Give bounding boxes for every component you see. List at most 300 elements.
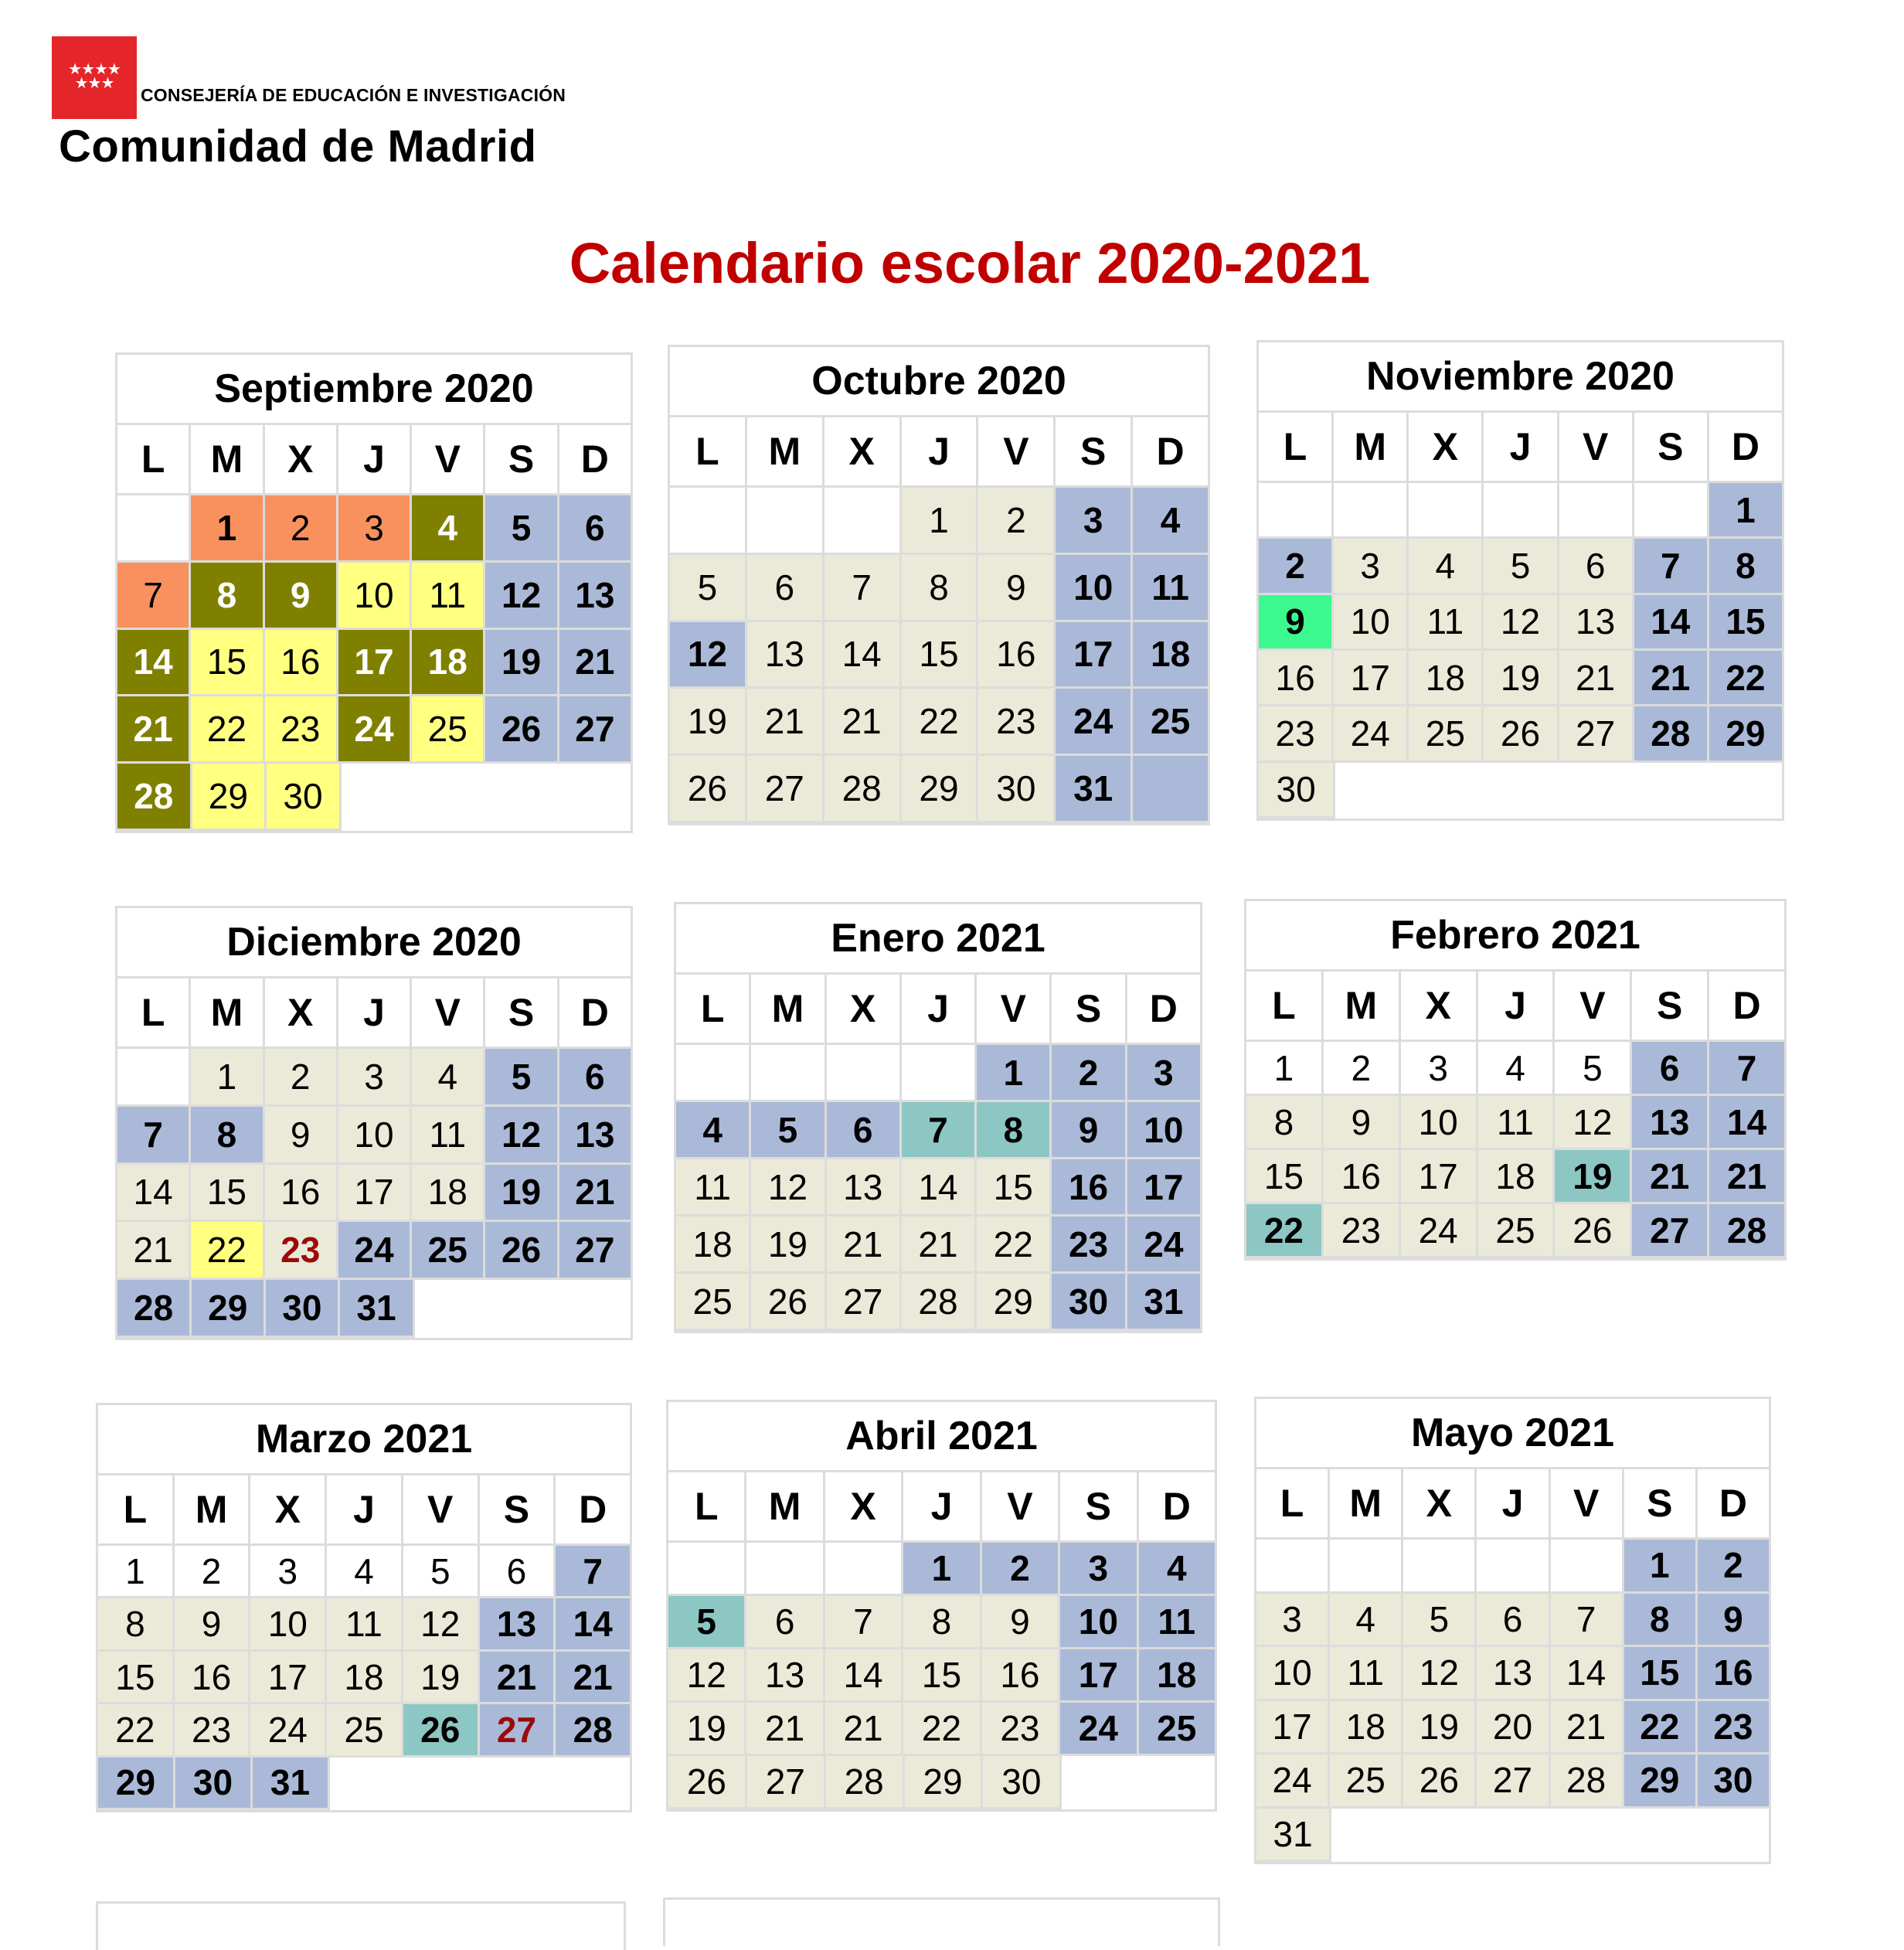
- day-cell: 8: [191, 1107, 264, 1165]
- day-cell: 22: [902, 689, 979, 756]
- day-cell: 30: [267, 764, 342, 831]
- day-cell: 23: [1052, 1217, 1127, 1274]
- day-cell: 17: [250, 1652, 327, 1704]
- day-cell: 8: [1624, 1594, 1698, 1648]
- week-row: [1259, 595, 1782, 651]
- day-cell: 21: [480, 1652, 556, 1704]
- weekday-label: X: [1409, 413, 1484, 481]
- weekday-header: [668, 1472, 1215, 1543]
- day-cell: 25: [412, 1222, 485, 1280]
- department-name: CONSEJERÍA DE EDUCACIÓN E INVESTIGACIÓN: [141, 85, 566, 105]
- day-cell: 17: [1401, 1150, 1478, 1204]
- empty-cell: [1708, 763, 1782, 818]
- week-row: [117, 1280, 631, 1338]
- empty-cell: [1477, 1540, 1550, 1594]
- day-cell: 7: [1551, 1594, 1624, 1648]
- day-cell: 22: [1709, 651, 1782, 706]
- month-title: Octubre 2020: [670, 347, 1208, 417]
- day-cell: 29: [1709, 706, 1782, 762]
- weekday-label: J: [902, 975, 977, 1043]
- day-cell: 16: [175, 1652, 251, 1704]
- week-row: [676, 1102, 1200, 1159]
- weekday-label: X: [827, 975, 902, 1043]
- day-cell: 23: [175, 1704, 251, 1757]
- day-cell: 21: [117, 1222, 191, 1280]
- week-row: [1259, 763, 1782, 818]
- day-cell: 17: [1256, 1701, 1330, 1755]
- month-title: Enero 2021: [676, 904, 1200, 975]
- day-cell: 11: [1478, 1096, 1556, 1150]
- weekday-label: J: [1478, 972, 1556, 1040]
- day-cell: 2: [175, 1546, 251, 1598]
- week-row: [1259, 651, 1782, 706]
- weekday-label: V: [1551, 1469, 1624, 1537]
- weekday-header: [670, 417, 1208, 488]
- day-cell: 12: [1484, 595, 1559, 651]
- week-row: [1256, 1701, 1769, 1755]
- week-row: [670, 555, 1208, 622]
- day-cell: 17: [1060, 1649, 1138, 1703]
- day-cell: 3: [1060, 1543, 1138, 1596]
- day-cell: 6: [1477, 1594, 1550, 1648]
- day-cell: 5: [485, 495, 559, 563]
- day-cell: 12: [670, 622, 747, 689]
- weekday-label: V: [412, 425, 485, 493]
- day-cell: 21: [1559, 651, 1634, 706]
- day-cell: 15: [1246, 1150, 1324, 1204]
- week-row: [1256, 1540, 1769, 1594]
- day-cell: 10: [1334, 595, 1409, 651]
- day-cell: 27: [480, 1704, 556, 1757]
- day-cell: 1: [191, 495, 264, 563]
- empty-cell: [1551, 1540, 1624, 1594]
- empty-cell: [1559, 483, 1634, 539]
- empty-cell: [1133, 756, 1208, 823]
- weekday-label: M: [191, 425, 264, 493]
- empty-cell: [413, 764, 486, 831]
- weekday-label: M: [746, 1472, 824, 1540]
- day-cell: 30: [978, 756, 1056, 823]
- day-cell: 26: [751, 1274, 826, 1331]
- day-cell: 31: [340, 1280, 414, 1338]
- day-cell: 10: [338, 1107, 412, 1165]
- day-cell: 9: [175, 1598, 251, 1651]
- empty-cell: [1334, 483, 1409, 539]
- day-cell: 7: [1634, 539, 1709, 594]
- weekday-label: L: [1246, 972, 1324, 1040]
- day-cell: 7: [556, 1546, 630, 1598]
- weeks: [117, 1049, 631, 1338]
- empty-cell: [1403, 1540, 1477, 1594]
- empty-cell: [1696, 1809, 1769, 1863]
- day-cell: 22: [98, 1704, 175, 1757]
- day-cell: 2: [982, 1543, 1060, 1596]
- day-cell: 12: [751, 1159, 826, 1217]
- weekday-label: S: [1632, 972, 1709, 1040]
- day-cell: 1: [903, 1543, 981, 1596]
- day-cell: 29: [98, 1758, 175, 1810]
- empty-cell: [1634, 483, 1709, 539]
- day-cell: 24: [338, 696, 412, 764]
- day-cell: 25: [1139, 1703, 1215, 1756]
- week-row: [668, 1756, 1215, 1809]
- day-cell: 19: [668, 1703, 746, 1756]
- day-cell: 10: [1056, 555, 1133, 622]
- weekday-label: M: [1334, 413, 1409, 481]
- day-cell: 9: [265, 1107, 338, 1165]
- day-cell: 5: [1555, 1042, 1632, 1096]
- weekday-label: D: [1719, 1482, 1747, 1525]
- day-cell: 24: [1401, 1204, 1478, 1258]
- day-cell: 14: [824, 622, 902, 689]
- month-title: Abril 2021: [668, 1402, 1215, 1472]
- day-cell: 22: [191, 696, 264, 764]
- day-cell: 21: [747, 689, 824, 756]
- day-cell: 13: [827, 1159, 902, 1217]
- week-row: [1256, 1754, 1769, 1809]
- month-title: Septiembre 2020: [117, 355, 631, 425]
- day-cell: 30: [1259, 763, 1335, 818]
- day-cell: 10: [250, 1598, 327, 1651]
- day-cell: 22: [1624, 1701, 1698, 1755]
- week-row: [676, 1045, 1200, 1102]
- day-cell: 21: [746, 1703, 824, 1756]
- day-cell: 4: [412, 1049, 485, 1107]
- day-cell: 14: [1709, 1096, 1784, 1150]
- empty-cell: [480, 1758, 555, 1810]
- day-cell: 5: [668, 1596, 746, 1649]
- day-cell: 26: [670, 756, 747, 823]
- day-cell: 28: [1551, 1754, 1624, 1809]
- weekday-label: X: [265, 978, 338, 1046]
- day-cell: 21: [1632, 1150, 1709, 1204]
- weekday-label: X: [1401, 972, 1478, 1040]
- day-cell: 26: [1484, 706, 1559, 762]
- week-row: [98, 1598, 630, 1651]
- day-cell: 10: [1127, 1102, 1200, 1159]
- day-cell: 31: [1256, 1809, 1331, 1863]
- day-cell: 30: [1052, 1274, 1127, 1331]
- week-row: [670, 622, 1208, 689]
- empty-cell: [415, 1280, 487, 1338]
- day-cell: 24: [1127, 1217, 1200, 1274]
- day-cell: 23: [982, 1703, 1060, 1756]
- day-cell: 9: [265, 563, 338, 630]
- day-cell: 31: [253, 1758, 330, 1810]
- day-cell: 13: [559, 563, 631, 630]
- day-cell: 19: [403, 1652, 480, 1704]
- week-row: [117, 1222, 631, 1280]
- week-row: [1246, 1204, 1784, 1258]
- day-cell: 9: [982, 1596, 1060, 1649]
- day-cell: 1: [1624, 1540, 1698, 1594]
- weekday-header: [1246, 972, 1784, 1042]
- week-row: [670, 756, 1208, 823]
- day-cell: 11: [1133, 555, 1208, 622]
- day-cell: 21: [902, 1217, 977, 1274]
- day-cell: 17: [338, 1165, 412, 1223]
- day-cell: 6: [1559, 539, 1634, 594]
- day-cell: 20: [1477, 1701, 1550, 1755]
- empty-cell: [559, 1280, 631, 1338]
- day-cell: 4: [1478, 1042, 1556, 1096]
- week-row: [1246, 1150, 1784, 1204]
- weeks: [1256, 1540, 1769, 1862]
- day-cell: 12: [668, 1649, 746, 1703]
- day-cell: 2: [265, 1049, 338, 1107]
- month-calendar: [1244, 899, 1787, 1261]
- week-row: [668, 1703, 1215, 1756]
- day-cell: 21: [559, 1165, 631, 1223]
- week-row: [1256, 1594, 1769, 1648]
- day-cell: 10: [338, 563, 412, 630]
- day-cell: 5: [751, 1102, 826, 1159]
- day-cell: 7: [824, 555, 902, 622]
- day-cell: 13: [1477, 1647, 1550, 1701]
- week-row: [98, 1652, 630, 1704]
- day-cell: 19: [751, 1217, 826, 1274]
- day-cell: 6: [559, 495, 631, 563]
- day-cell: 21: [827, 1217, 902, 1274]
- empty-cell: [117, 495, 191, 563]
- weekday-label: L: [670, 417, 747, 485]
- day-cell: 3: [338, 495, 412, 563]
- day-cell: 13: [747, 622, 824, 689]
- day-cell: 7: [117, 1107, 191, 1165]
- day-cell: 22: [977, 1217, 1052, 1274]
- week-row: [668, 1543, 1215, 1596]
- day-cell: 23: [1259, 706, 1334, 762]
- week-row: [1259, 706, 1782, 762]
- weekday-label: D: [580, 991, 609, 1034]
- empty-cell: [1138, 1756, 1215, 1809]
- month-title: Mayo 2021: [1256, 1399, 1769, 1469]
- comunidad-madrid-logo: [52, 36, 137, 119]
- empty-cell: [1405, 1809, 1477, 1863]
- weekday-label: J: [338, 978, 412, 1046]
- day-cell: 6: [559, 1049, 631, 1107]
- weekday-header: [98, 1475, 630, 1546]
- day-cell: 11: [1409, 595, 1484, 651]
- empty-cell: [1477, 1809, 1550, 1863]
- day-cell: 4: [1133, 488, 1208, 555]
- day-cell: 29: [1624, 1754, 1698, 1809]
- day-cell: 26: [403, 1704, 480, 1757]
- day-cell: 14: [117, 1165, 191, 1223]
- week-row: [676, 1159, 1200, 1217]
- day-cell: 25: [676, 1274, 751, 1331]
- day-cell: 23: [265, 696, 338, 764]
- day-cell: 8: [977, 1102, 1052, 1159]
- day-cell: 28: [826, 1756, 905, 1809]
- day-cell: 3: [1401, 1042, 1478, 1096]
- empty-cell: [1633, 763, 1707, 818]
- weekday-label: M: [1324, 972, 1401, 1040]
- day-cell: 2: [1324, 1042, 1401, 1096]
- empty-cell: [486, 764, 559, 831]
- weekday-header: [1256, 1469, 1769, 1540]
- weekday-label: V: [977, 975, 1052, 1043]
- day-cell: 6: [747, 555, 824, 622]
- weekday-label: L: [98, 1475, 175, 1543]
- day-cell: 15: [1709, 595, 1782, 651]
- day-cell: 27: [1477, 1754, 1550, 1809]
- day-cell: 17: [1127, 1159, 1200, 1217]
- day-cell: 9: [1052, 1102, 1127, 1159]
- day-cell: 25: [327, 1704, 403, 1757]
- day-cell: 1: [98, 1546, 175, 1598]
- day-cell: 16: [978, 622, 1056, 689]
- day-cell: 27: [827, 1274, 902, 1331]
- day-cell: 7: [117, 563, 191, 630]
- weekday-label: S: [1634, 413, 1709, 481]
- weekday-label: S: [480, 1475, 556, 1543]
- organization-name: Comunidad de Madrid: [59, 121, 537, 172]
- weekday-header: [1259, 413, 1782, 483]
- weekday-label: D: [579, 1488, 607, 1531]
- day-cell: 22: [191, 1222, 264, 1280]
- day-cell: 15: [191, 630, 264, 697]
- day-cell: 28: [902, 1274, 977, 1331]
- weeks: [676, 1045, 1200, 1331]
- day-cell: 2: [1052, 1045, 1127, 1102]
- weeks: [1246, 1042, 1784, 1258]
- weekday-label: X: [824, 417, 902, 485]
- empty-cell: [1335, 763, 1409, 818]
- day-cell: 1: [1709, 483, 1782, 539]
- day-cell: 2: [1698, 1540, 1769, 1594]
- day-cell: 18: [412, 630, 485, 697]
- day-cell: 12: [1403, 1647, 1477, 1701]
- day-cell: 5: [670, 555, 747, 622]
- day-cell: 30: [175, 1758, 253, 1810]
- day-cell: 17: [338, 630, 412, 697]
- day-cell: 14: [1634, 595, 1709, 651]
- day-cell: 9: [1259, 595, 1334, 651]
- day-cell: 16: [982, 1649, 1060, 1703]
- weekday-label: V: [982, 1472, 1060, 1540]
- day-cell: 27: [1559, 706, 1634, 762]
- week-row: [1259, 483, 1782, 539]
- weekday-label: V: [1555, 972, 1632, 1040]
- weekday-label: V: [403, 1475, 480, 1543]
- day-cell: 15: [902, 622, 979, 689]
- weekday-label: J: [327, 1475, 403, 1543]
- week-row: [670, 488, 1208, 555]
- weekday-label: V: [978, 417, 1056, 485]
- weekday-label: S: [485, 978, 559, 1046]
- weekday-label: V: [412, 978, 485, 1046]
- day-cell: 19: [485, 630, 559, 697]
- stars-icon: ★★★★ ★★★: [68, 61, 121, 92]
- day-cell: 23: [978, 689, 1056, 756]
- day-cell: 3: [338, 1049, 412, 1107]
- day-cell: 13: [480, 1598, 556, 1651]
- day-cell: 17: [1056, 622, 1133, 689]
- day-cell: 23: [1698, 1701, 1769, 1755]
- day-cell: 27: [559, 696, 631, 764]
- empty-cell: [827, 1045, 902, 1102]
- day-cell: 12: [485, 1107, 559, 1165]
- day-cell: 5: [403, 1546, 480, 1598]
- day-cell: 31: [1127, 1274, 1200, 1331]
- day-cell: 16: [265, 630, 338, 697]
- weekday-label: M: [751, 975, 826, 1043]
- empty-cell: [1062, 1756, 1138, 1809]
- day-cell: 30: [983, 1756, 1062, 1809]
- week-row: [98, 1704, 630, 1757]
- day-cell: 3: [1256, 1594, 1330, 1648]
- day-cell: 24: [338, 1222, 412, 1280]
- week-row: [117, 1165, 631, 1223]
- week-row: [117, 1049, 631, 1107]
- month-calendar: [115, 352, 633, 833]
- empty-cell: [117, 1049, 191, 1107]
- weeks: [117, 495, 631, 831]
- weekday-label: M: [747, 417, 824, 485]
- day-cell: 21: [559, 630, 631, 697]
- day-cell: 8: [903, 1596, 981, 1649]
- day-cell: 18: [412, 1165, 485, 1223]
- day-cell: 15: [977, 1159, 1052, 1217]
- day-cell: 28: [556, 1704, 630, 1757]
- day-cell: 28: [1634, 706, 1709, 762]
- day-cell: 21: [556, 1652, 630, 1704]
- day-cell: 12: [1555, 1096, 1632, 1150]
- day-cell: 25: [1478, 1204, 1556, 1258]
- weekday-label: S: [1624, 1469, 1698, 1537]
- day-cell: 6: [1632, 1042, 1709, 1096]
- day-cell: 21: [1709, 1150, 1784, 1204]
- weeks: [98, 1546, 630, 1810]
- day-cell: 4: [327, 1546, 403, 1598]
- month-calendar: [115, 906, 633, 1340]
- empty-cell: [1484, 763, 1559, 818]
- weekday-header: [117, 425, 631, 495]
- day-cell: 13: [1559, 595, 1634, 651]
- week-row: [1246, 1096, 1784, 1150]
- day-cell: 8: [191, 563, 264, 630]
- day-cell: 25: [1330, 1754, 1403, 1809]
- day-cell: 8: [902, 555, 979, 622]
- empty-cell: [668, 1543, 746, 1596]
- empty-cell: [1550, 1809, 1623, 1863]
- empty-cell: [1259, 483, 1334, 539]
- day-cell: 4: [676, 1102, 751, 1159]
- day-cell: 24: [1256, 1754, 1330, 1809]
- day-cell: 1: [1246, 1042, 1324, 1096]
- day-cell: 9: [1698, 1594, 1769, 1648]
- day-cell: 17: [1334, 651, 1409, 706]
- day-cell: 10: [1060, 1596, 1138, 1649]
- day-cell: 11: [676, 1159, 751, 1217]
- day-cell: 18: [327, 1652, 403, 1704]
- weekday-label: L: [668, 1472, 746, 1540]
- empty-cell: [747, 488, 824, 555]
- day-cell: 6: [827, 1102, 902, 1159]
- day-cell: 1: [977, 1045, 1052, 1102]
- day-cell: 14: [1551, 1647, 1624, 1701]
- next-month-frame: [663, 1897, 1220, 1946]
- weekday-label: M: [191, 978, 264, 1046]
- empty-cell: [1484, 483, 1559, 539]
- day-cell: 28: [1709, 1204, 1784, 1258]
- weekday-label: L: [117, 425, 191, 493]
- month-calendar: [96, 1403, 632, 1812]
- day-cell: 21: [824, 689, 902, 756]
- day-cell: 19: [1403, 1701, 1477, 1755]
- weekday-label: D: [580, 437, 609, 481]
